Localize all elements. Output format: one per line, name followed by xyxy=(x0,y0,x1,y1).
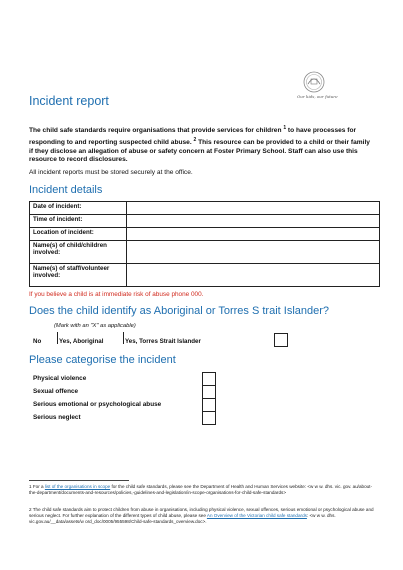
staff-names-field[interactable] xyxy=(127,264,380,287)
footnote-divider xyxy=(29,480,129,481)
time-field[interactable] xyxy=(127,215,380,228)
category-label: Physical violence xyxy=(33,375,87,382)
children-names-field[interactable] xyxy=(127,241,380,264)
details-heading: Incident details xyxy=(29,184,103,196)
category-label: Sexual offence xyxy=(33,388,79,395)
checkbox-aboriginal[interactable] xyxy=(123,332,124,344)
row-label: Date of incident: xyxy=(30,202,127,215)
table-row xyxy=(30,215,380,228)
category-label: Serious emotional or psychological abuse xyxy=(33,401,162,408)
storage-note: All incident reports must be stored securely at the office. xyxy=(29,169,193,176)
table-row xyxy=(30,228,380,241)
intro-text-1: The child safe standards require organisations that provide services for children xyxy=(29,127,284,135)
footnote-2-prefix: 2 The child safe standards aim to protect children from abuse in organisations, including physical violence, sexual offences, serious emotional or psychological abuse and serious neglect. For further explanation of the different types of child abuse, please see xyxy=(29,507,374,518)
checkbox-serious-neglect[interactable] xyxy=(202,411,216,425)
row-label: Name(s) of staff/volunteer involved: xyxy=(30,264,127,287)
footnote-ref-1: 1 xyxy=(283,125,287,131)
table-row xyxy=(30,241,380,264)
checkbox-sexual-offence[interactable] xyxy=(202,385,216,399)
category-label: Serious neglect xyxy=(33,414,81,421)
mark-instruction: (Mark with an "X" as applicable) xyxy=(54,323,136,329)
row-label: Time of incident: xyxy=(30,215,127,228)
footnote-1-text: for the child safe standards, please see the Department of Health and Human Services website: <w w w. dhs. vic. gov. au/about-the-department/documents-and-resources/policies,-guidelines-and-legislation/in-scope-organisations-for-child-safe-standards> xyxy=(29,484,372,495)
location-field[interactable] xyxy=(127,228,380,241)
option-aboriginal-label: Yes, Aboriginal xyxy=(59,338,104,345)
organisations-in-scope-link[interactable]: list of the organisations in scope xyxy=(44,484,111,489)
logo-caption: Our kids, our future xyxy=(297,94,338,99)
checkbox-emotional-abuse[interactable] xyxy=(202,398,216,412)
date-field[interactable] xyxy=(127,202,380,215)
checkbox-physical-violence[interactable] xyxy=(202,372,216,386)
aboriginal-heading: Does the child identify as Aboriginal or Torres S trait Islander? xyxy=(29,305,330,317)
footnote-2-text: : <w w w. dhs. vic.gov.au/__data/assets/w ord_doc/0005/955598/Child-safe-standards_overview.doc>. xyxy=(29,513,336,524)
option-torres-label: Yes, Torres Strait Islander xyxy=(125,338,201,345)
footnote-ref-2: 2 xyxy=(193,136,197,143)
intro-text-2: to have processes for responding to and reporting suspected child abuse. xyxy=(29,127,357,146)
risk-notice: If you believe a child is at immediate risk of abuse phone 000. xyxy=(29,291,204,298)
category-heading: Please categorise the incident xyxy=(29,354,176,366)
row-label: Name(s) of child/children involved: xyxy=(30,241,127,264)
checkbox-no[interactable] xyxy=(57,332,58,344)
overview-standards-link[interactable]: An Overview of the Victorian child safe standards xyxy=(206,513,307,518)
intro-text-3: This resource can be provided to a child or their family if they disclose an allegation of abuse or safety concern at Foster Primary School. Staff can also use this resource to record disclosures. xyxy=(29,138,370,164)
checkbox-torres-strait[interactable] xyxy=(274,333,288,347)
table-row xyxy=(30,202,380,215)
footnote-1 xyxy=(29,484,379,496)
footnote-1-prefix: 1 For a xyxy=(29,484,45,489)
page-title: Incident report xyxy=(29,94,109,108)
footnote-2 xyxy=(29,507,379,525)
intro-paragraph xyxy=(29,124,374,165)
option-no-label: No xyxy=(33,338,42,345)
incident-details-table xyxy=(29,201,380,287)
table-row xyxy=(30,264,380,287)
row-label: Location of incident: xyxy=(30,228,127,241)
